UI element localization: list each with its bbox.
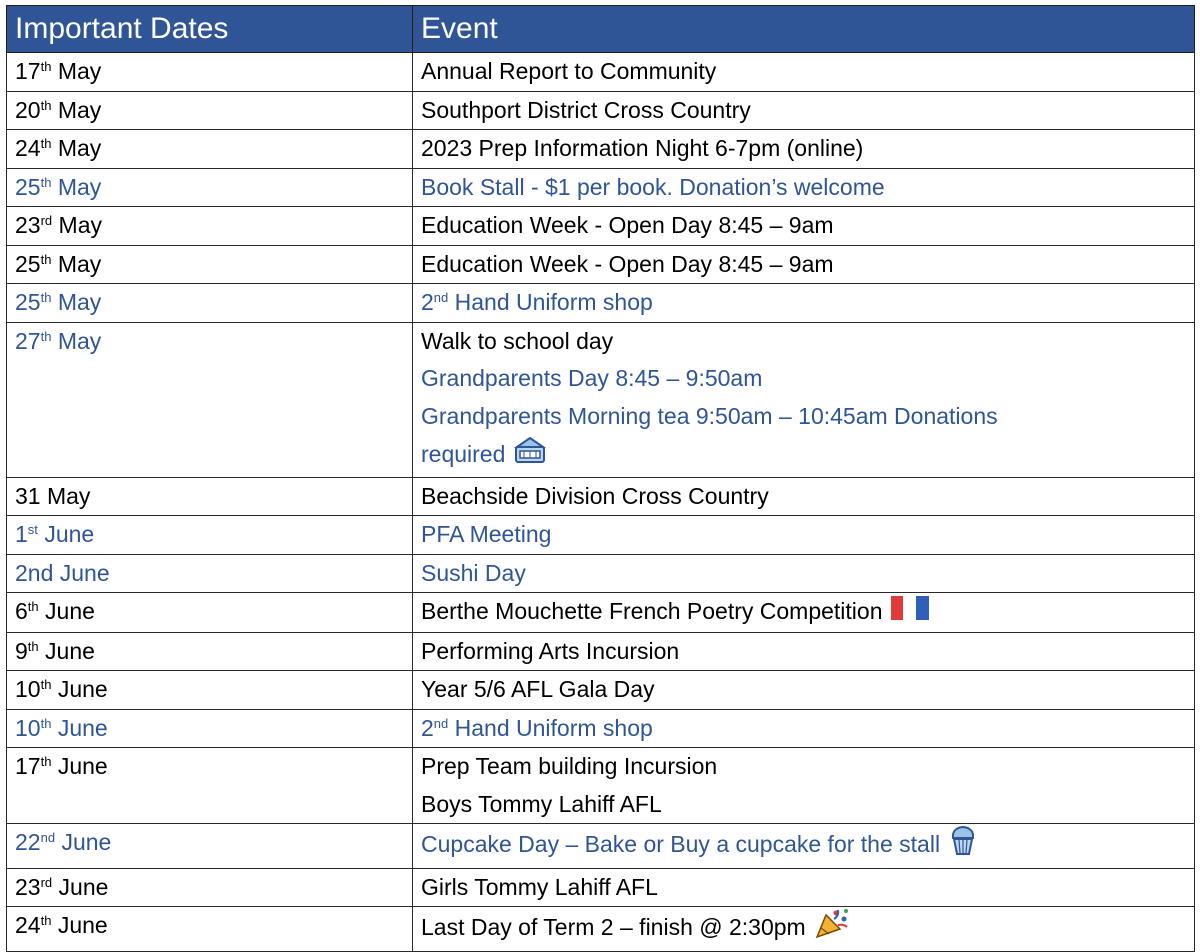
event-cell (413, 168, 1195, 207)
event-line (421, 92, 1194, 130)
date-month: June (58, 873, 109, 900)
date-month: May (57, 96, 102, 123)
event-line (421, 907, 1194, 951)
date-ordinal-suffix: th (40, 174, 52, 190)
important-dates-table (6, 5, 1195, 952)
date-month: May (46, 482, 91, 509)
table-row (7, 868, 1195, 907)
date-month: June (57, 912, 108, 939)
event-text: Grandparents Morning tea 9:50am – 10:45am Donations (421, 402, 998, 429)
event-cell (413, 91, 1195, 130)
date-day: 25 (15, 289, 41, 315)
event-text: Performing Arts Incursion (421, 637, 680, 664)
date-ordinal-suffix: th (40, 136, 52, 151)
date-cell (7, 477, 413, 516)
event-text: Annual Report to Community (421, 58, 717, 84)
event-text: Book Stall - $1 per book. Donation’s welcome (421, 173, 885, 200)
date-cell (7, 284, 413, 323)
event-text: Boys Tommy Lahiff AFL (421, 790, 662, 817)
event-text: Hand Uniform shop (448, 289, 653, 315)
event-text: Prep Team building Incursion (421, 753, 718, 780)
event-line (421, 246, 1194, 284)
event-line (421, 555, 1194, 593)
table-row (7, 53, 1195, 92)
date-month: June (59, 559, 110, 586)
table-row (7, 168, 1195, 207)
event-text: Hand Uniform shop (448, 714, 653, 741)
table-row (7, 91, 1195, 130)
date-day: 22 (15, 829, 41, 856)
french-flag-icon (891, 594, 929, 632)
event-ordinal-suffix: nd (433, 290, 449, 305)
date-day: 25 (15, 250, 41, 277)
date-month: June (57, 753, 108, 780)
event-line (421, 169, 1194, 207)
event-number: 2 (421, 289, 434, 315)
event-text: Walk to school day (421, 327, 614, 354)
date-cell (7, 245, 413, 284)
party-popper-icon (814, 907, 850, 951)
event-cell (413, 130, 1195, 169)
event-cell (413, 709, 1195, 748)
date-ordinal-suffix: th (40, 251, 52, 267)
date-cell (7, 53, 413, 92)
event-text: 2023 Prep Information Night 6-7pm (online) (421, 135, 864, 161)
date-day: 1 (15, 521, 28, 547)
event-cell (413, 53, 1195, 92)
event-cell (413, 824, 1195, 869)
cake-box-icon (513, 435, 547, 477)
table-row (7, 748, 1195, 824)
date-ordinal-suffix: th (40, 913, 52, 929)
event-line (421, 671, 1194, 709)
event-cell (413, 284, 1195, 323)
event-line (421, 633, 1194, 671)
event-text: Education Week - Open Day 8:45 – 9am (421, 250, 834, 277)
date-ordinal-suffix: th (40, 715, 52, 731)
event-cell (413, 868, 1195, 907)
date-day: 27 (15, 327, 41, 354)
event-text: Sushi Day (421, 559, 526, 586)
table-row (7, 130, 1195, 169)
header-event: Event (413, 6, 1195, 53)
event-text: required (421, 440, 506, 467)
date-cell (7, 907, 413, 952)
date-ordinal-suffix: th (27, 599, 39, 614)
event-ordinal-suffix: nd (433, 715, 449, 731)
date-cell (7, 709, 413, 748)
event-text: PFA Meeting (421, 521, 552, 547)
date-ordinal-suffix: th (27, 638, 39, 654)
date-ordinal-suffix: th (40, 677, 52, 693)
event-line (421, 130, 1194, 168)
event-text: Beachside Division Cross Country (421, 482, 769, 509)
table-row (7, 824, 1195, 869)
event-line (421, 869, 1194, 907)
event-number: 2 (421, 714, 434, 741)
event-line (421, 435, 1194, 477)
date-ordinal-suffix: th (40, 328, 52, 344)
date-month: June (57, 676, 108, 703)
date-day: 25 (15, 173, 41, 200)
date-month: May (57, 135, 102, 161)
date-day: 23 (15, 873, 41, 900)
table-row (7, 322, 1195, 477)
event-line (421, 710, 1194, 748)
date-cell (7, 91, 413, 130)
date-cell (7, 593, 413, 633)
event-line (421, 516, 1194, 554)
event-line (421, 593, 1194, 632)
date-month: May (57, 250, 102, 277)
date-ordinal-suffix: st (27, 522, 38, 537)
event-text: Grandparents Day 8:45 – 9:50am (421, 365, 763, 391)
date-day: 20 (15, 96, 41, 123)
date-day: 31 (15, 482, 41, 509)
date-day: 24 (15, 912, 41, 939)
date-day: 17 (15, 58, 41, 84)
date-ordinal-suffix: rd (40, 874, 53, 890)
date-cell (7, 516, 413, 555)
date-ordinal-suffix: th (40, 754, 52, 770)
date-cell (7, 554, 413, 593)
table-row (7, 709, 1195, 748)
date-month: May (57, 327, 102, 354)
date-month: May (57, 58, 102, 84)
date-day: 9 (15, 637, 28, 664)
date-ordinal-suffix: th (40, 59, 52, 74)
table-row (7, 593, 1195, 633)
event-line (421, 360, 1194, 398)
table-row (7, 671, 1195, 710)
event-line (421, 323, 1194, 361)
date-day: 17 (15, 753, 41, 780)
event-text: Southport District Cross Country (421, 96, 751, 123)
event-line (421, 748, 1194, 786)
date-ordinal-suffix: rd (40, 213, 53, 228)
event-cell (413, 593, 1195, 633)
event-line (421, 824, 1194, 868)
table-row (7, 284, 1195, 323)
date-month: June (45, 598, 95, 624)
table-row (7, 477, 1195, 516)
date-cell (7, 207, 413, 246)
event-cell (413, 477, 1195, 516)
date-month: June (44, 521, 95, 547)
table-row (7, 554, 1195, 593)
event-line (421, 207, 1194, 245)
date-ordinal-suffix: nd (40, 830, 56, 846)
header-important-dates: Important Dates (7, 6, 413, 53)
event-line (421, 53, 1194, 91)
table-row (7, 516, 1195, 555)
table-row (7, 207, 1195, 246)
event-cell (413, 207, 1195, 246)
event-line (421, 398, 1194, 436)
event-line (421, 284, 1194, 322)
event-cell (413, 554, 1195, 593)
date-day: 10 (15, 676, 41, 703)
date-month: May (58, 212, 102, 238)
date-month: May (57, 173, 102, 200)
event-line (421, 786, 1194, 824)
table-header-row (7, 6, 1195, 53)
date-day: 10 (15, 714, 41, 741)
event-text: Girls Tommy Lahiff AFL (421, 873, 658, 900)
table-row (7, 632, 1195, 671)
date-day: 6 (15, 598, 28, 624)
important-dates-table-wrapper (6, 5, 1194, 952)
date-ordinal-suffix: th (40, 97, 52, 113)
event-text: Education Week - Open Day 8:45 – 9am (421, 212, 834, 238)
event-text: Cupcake Day – Bake or Buy a cupcake for the stall (421, 831, 941, 857)
cupcake-icon (948, 824, 978, 868)
date-day: 23 (15, 212, 41, 238)
date-month: June (61, 829, 112, 856)
event-text: Year 5/6 AFL Gala Day (421, 676, 655, 703)
date-month: May (57, 289, 102, 315)
event-line (421, 478, 1194, 516)
date-cell (7, 824, 413, 869)
event-text: Last Day of Term 2 – finish @ 2:30pm (421, 914, 806, 940)
table-body (7, 53, 1195, 952)
event-cell (413, 907, 1195, 952)
date-cell (7, 632, 413, 671)
event-text: Berthe Mouchette French Poetry Competition (421, 598, 883, 624)
date-cell (7, 130, 413, 169)
table-row (7, 907, 1195, 952)
date-cell (7, 868, 413, 907)
event-cell (413, 748, 1195, 824)
date-month: June (45, 637, 95, 664)
date-cell (7, 168, 413, 207)
date-ordinal-suffix: th (40, 290, 52, 305)
event-cell (413, 671, 1195, 710)
event-cell (413, 245, 1195, 284)
date-cell (7, 671, 413, 710)
date-cell (7, 748, 413, 824)
date-cell (7, 322, 413, 477)
table-row (7, 245, 1195, 284)
date-month: June (57, 714, 108, 741)
event-cell (413, 516, 1195, 555)
date-day: 24 (15, 135, 41, 161)
event-cell (413, 632, 1195, 671)
date-day: 2nd (15, 559, 54, 586)
event-cell (413, 322, 1195, 477)
